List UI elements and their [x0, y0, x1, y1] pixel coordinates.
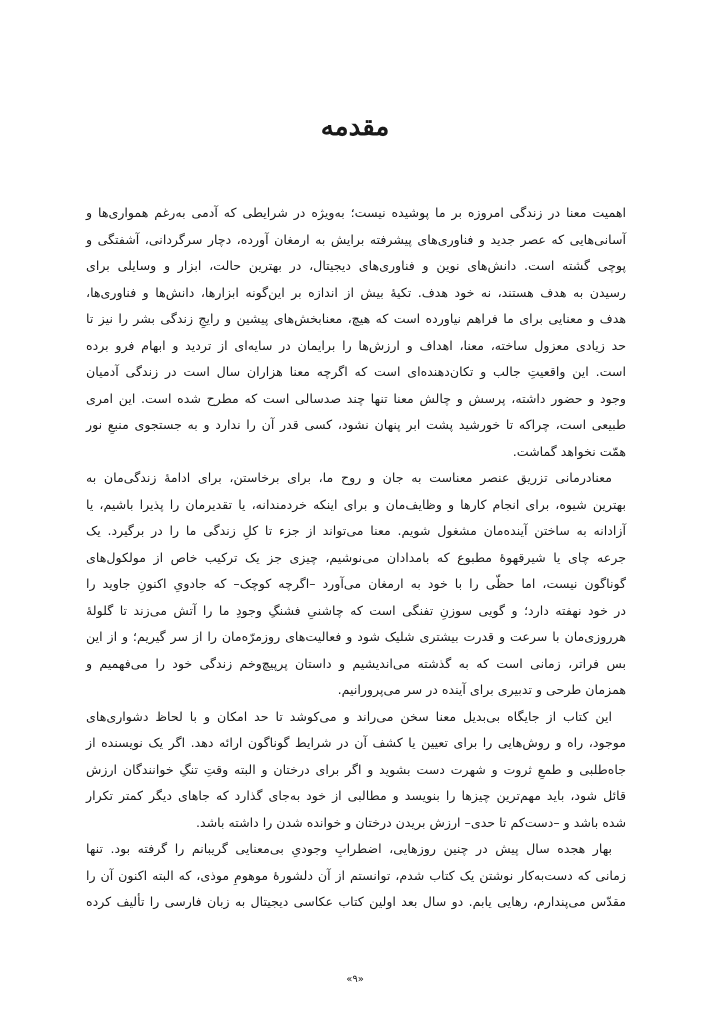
text-line: هرروزی‌مان با سرعت و قدرت بیشتری شلیک شود و فعالیت‌های روزمرّه‌مان را از سر گیریم؛ و از این: [86, 629, 626, 644]
document-body: [86, 200, 626, 916]
paragraph: [86, 704, 626, 837]
text-line: در خود نهفته دارد؛ و گویی سوزنِ تفنگی است که چاشنیِ فشنگِ وجودِ ما را آتش می‌زند تا گلولهٔ: [86, 602, 626, 618]
text-line: معنادرمانی تزریق عنصر معناست به جان و روح ما، برای برخاستن، برای ادامهٔ زندگی‌مان به: [86, 470, 612, 485]
text-line: بس فراتر، زمانی است که به گذشته می‌اندیشیم و داستان پرپیچ‌وخم زندگی خود را می‌فهمیم و: [86, 655, 626, 671]
text-line: آسانی‌هایی که عصر جدید و فناوری‌های پیشرفته برایش به ارمغان آورده، دچار سرگردانی، آشفتگی و: [86, 231, 626, 247]
paragraph: [86, 836, 626, 916]
text-line: حد زیادی معزول ساخته، معنا، اهداف و ارزش‌ها را برایمان در سایه‌ای از تردید و ابهام فرو برده: [86, 337, 626, 353]
text-line: پوچی گشته است. دانش‌های نوین و فناوری‌های دیجیتال، در بهترین حالت، ابزار و وسایلی برای: [86, 258, 626, 273]
text-line: جرعه چای یا شیرقهوهٔ مطبوع که بامدادان می‌نوشیم، چیزی جز یک ترکیب خاص از مولکول‌های: [86, 549, 626, 565]
text-line: هدف و معنایی برای ما فراهم نیاورده است که هیچ، معنابخش‌های پیشین و رایجِ زندگی بشر را نیز تا: [86, 311, 626, 326]
text-line: شده باشد و –دست‌کم تا حدی– ارزش بریدن درختان و خوانده شدن را داشته باشد.: [196, 814, 626, 830]
page-title: مقدمه: [320, 112, 390, 142]
text-line: رسیدن به هدف هستند، نه خود هدف. تکیهٔ بیش از اندازه بر این‌گونه ابزارها، دانش‌ها و فناوری‌ها،: [86, 284, 626, 300]
text-line: است. این واقعیتِ جالب و تکان‌دهنده‌ای است که اگرچه معنا هزاران سال است در زندگی آدمیان: [86, 364, 626, 379]
text-line: قائل شود، باید مهم‌ترین چیزها را بنویسد و مطالبی از خود به‌جای گذارد که جاهای دیگر کمتر تکرار: [86, 788, 626, 803]
text-line: گوناگون نیست، اما حظّی را با خود به ارمغان می‌آورد –اگرچه کوچک– که جادویِ اکنونِ جاوید را: [86, 576, 626, 591]
text-line: اهمیت معنا در زندگی امروزه بر ما پوشیده نیست؛ به‌ویژه در شرایطی که آدمی به‌رغم همواری‌ها و: [86, 205, 626, 220]
text-line: همزمان طرحی و تدبیری برای آینده در سر می‌پرورانیم.: [337, 682, 626, 697]
text-line: همّت نخواهد گماشت.: [512, 443, 626, 459]
text-line: بهار هجده سال پیش در چنین روزهایی، اضطرابِ وجودیِ بی‌معنایی گریبانم را گرفته بود. تنها: [86, 841, 612, 856]
text-line: مقدّس می‌پندارم، رهایی یابم. دو سال بعد اولین کتاب عکاسی دیجیتال به زبان فارسی را تألیف کرده: [86, 894, 626, 909]
paragraph: [86, 465, 626, 704]
text-line: زمانی که دست‌به‌کار نوشتن یک کتاب شدم، توانستم از آن دلشورهٔ موهومِ موذی، که البته اکنون آن را: [86, 867, 626, 883]
text-line: طبیعی است، چراکه تا خورشید پشت ابر پنهان نشود، کسی قدر آن را ندارد و به جستجوی منبعِ نور: [86, 417, 626, 432]
page-number: «۹»: [346, 974, 364, 985]
text-line: وجود و حضور داشته، پرسش و چالش معنا تنها چند صدسالی است که مطرح شده است. این امری: [86, 390, 626, 406]
text-line: جاه‌طلبی و طمعِ ثروت و شهرت دست بشوید و اگر برای درختان و البته وقتِ تنگِ خوانندگان ارزش: [86, 761, 626, 777]
text-line: بهترین شیوه، برای انجام کارها و وظایف‌مان و برای اینکه خردمندانه، یا تقدیرمان را پذیرا باشیم، یا: [86, 496, 626, 512]
paragraph: [86, 200, 626, 465]
text-line: آزادانه به ساختن آینده‌مان مشغول شویم. معنا می‌تواند از جزء تا کلِ زندگی ما را در برگیرد. یک: [86, 523, 626, 538]
text-line: موجود، راه و روش‌هایی را برای تعیین یا کشف آن در شرایط گوناگون ارائه دهد. اگر یک نویسنده از: [86, 735, 626, 750]
text-line: این کتاب از جایگاه بی‌بدیل معنا سخن می‌راند و می‌کوشد تا حد امکان و با لحاظ دشواری‌های: [86, 708, 612, 724]
